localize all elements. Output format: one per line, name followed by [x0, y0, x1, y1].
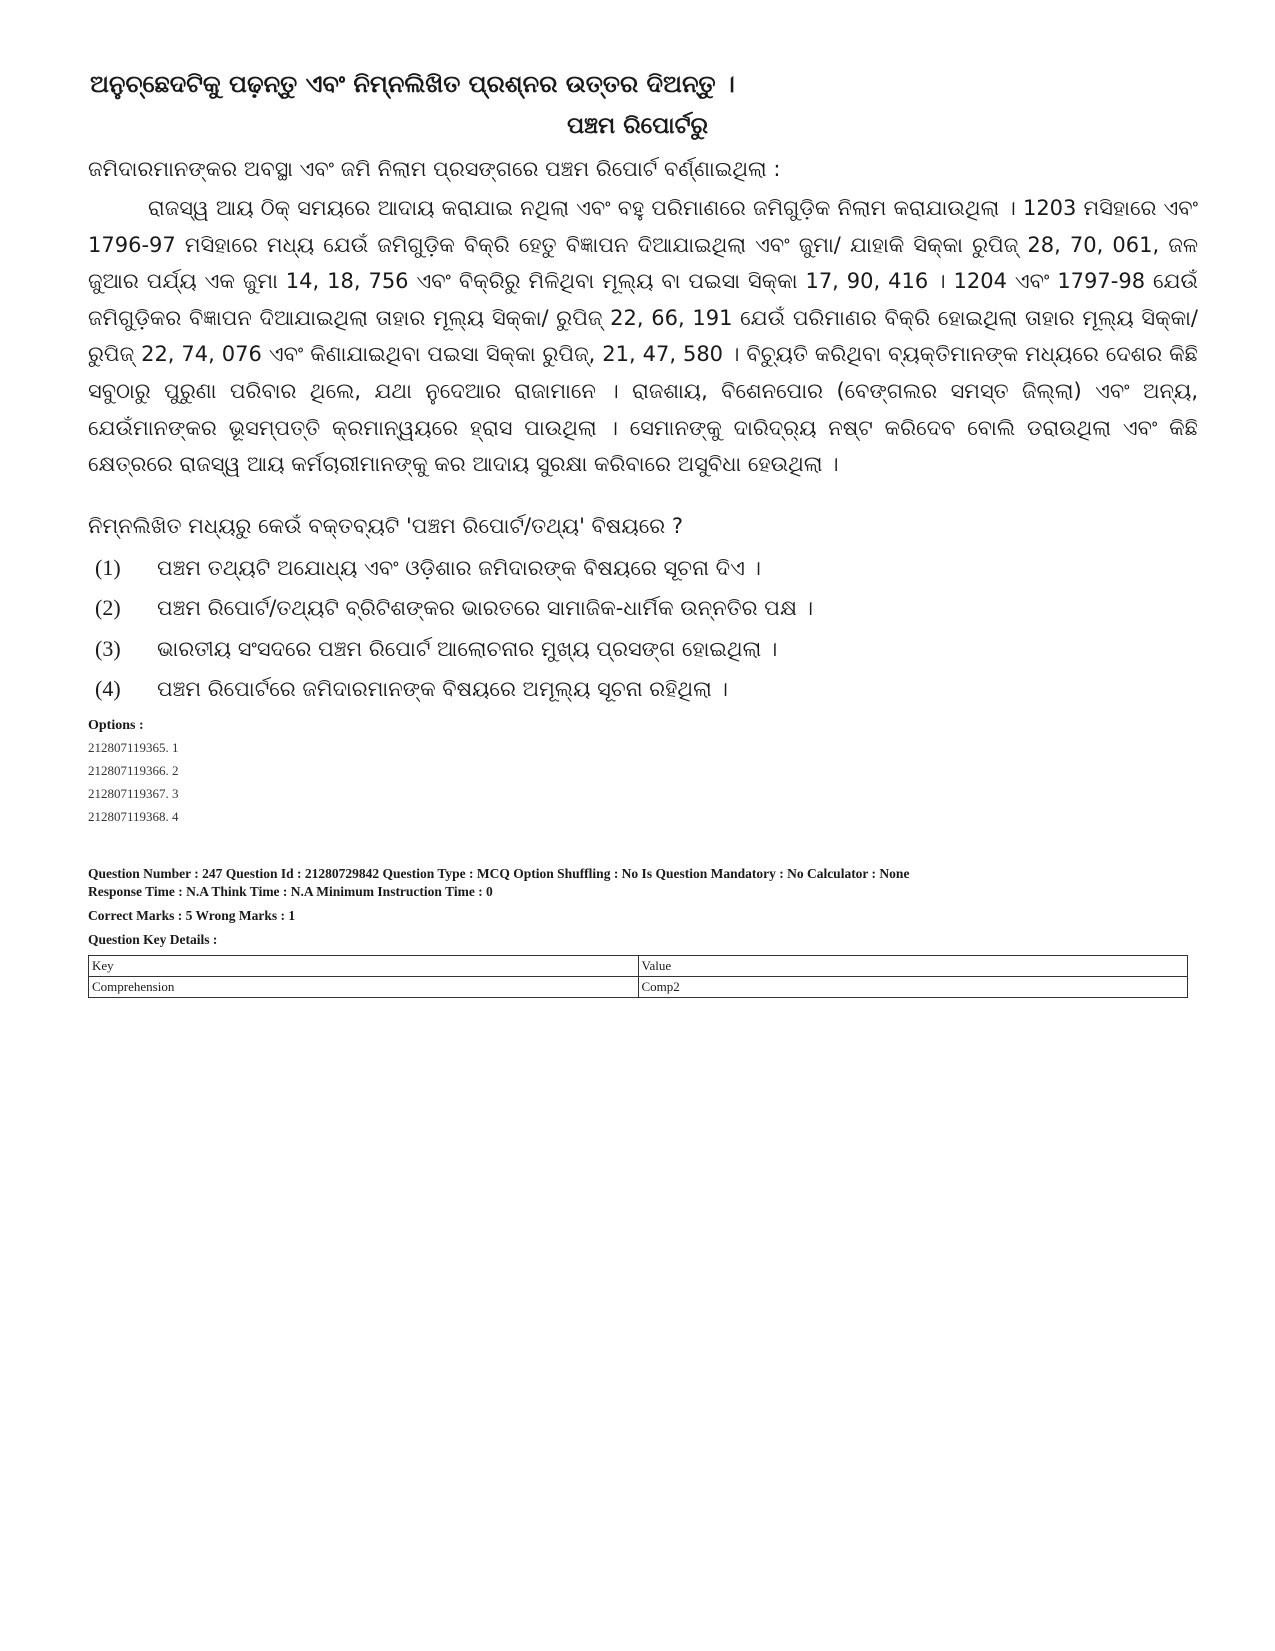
statement-1	[95, 555, 761, 581]
passage-intro: ଜମିଦାରମାନଙ୍କର ଅବସ୍ଥା ଏବଂ ଜମି ନିଲାମ ପ୍ରସଙ୍ଗରେ ପଞ୍ଚମ ରିପୋର୍ଟ ବର୍ଣ୍ଣାଇଥିଲା :	[88, 157, 781, 181]
statement-text: ପଞ୍ଚମ ରିପୋର୍ଟରେ ଜମିଦାରମାନଙ୍କ ବିଷୟରେ ଅମୂଲ୍ୟ ସୂଚନା ରହିଥିଲା ।	[157, 677, 728, 701]
option-3: 212807119367. 3	[88, 786, 179, 801]
table-header-row	[89, 956, 1188, 977]
statement-3	[95, 636, 777, 662]
statement-text: ପଞ୍ଚମ ରିପୋର୍ଟ/ତଥ୍ୟଟି ବ୍ରିଟିଶଙ୍କର ଭାରତରେ ସାମାଜିକ-ଧାର୍ମିକ ଉନ୍ନତିର ପକ୍ଷ ।	[157, 596, 814, 620]
statement-number: (4)	[95, 676, 121, 701]
response-time-line: Response Time : N.A Think Time : N.A Minimum Instruction Time : 0	[88, 884, 493, 899]
table-row	[89, 977, 1188, 998]
table-header-value: Value	[638, 956, 1188, 977]
option-1: 212807119365. 1	[88, 740, 179, 755]
option-2: 212807119366. 2	[88, 763, 179, 778]
question-text: ନିମ୍ନଲିଖିତ ମଧ୍ୟରୁ କେଉଁ ବକ୍ତବ୍ୟଟି 'ପଞ୍ଚମ ରିପୋର୍ଟ/ତଥ୍ୟ' ବିଷୟରେ ?	[88, 514, 683, 538]
passage-title: ପଞ୍ଚମ ରିପୋର୍ଟରୁ	[566, 113, 709, 139]
key-details-label: Question Key Details :	[88, 932, 218, 947]
statement-number: (2)	[95, 595, 121, 620]
question-key-table	[88, 955, 1188, 998]
statement-number: (3)	[95, 636, 121, 661]
table-header-key: Key	[89, 956, 639, 977]
passage-body: ରାଜସ୍ୱ ଆୟ ଠିକ୍ ସମୟରେ ଆଦାୟ କରାଯାଇ ନଥିଲା ଏବଂ ବହୁ ପରିମାଣରେ ଜମିଗୁଡ଼ିକ ନିଲାମ କରାଯାଉଥିଲା । 1203 ମସିହାରେ ଏବଂ 1796-97 ମସିହାରେ ମଧ୍ୟ ଯେଉଁ ଜମିଗୁଡ଼ିକ ବିକ୍ରି ହେତୁ ବିଜ୍ଞାପନ ଦିଆଯାଇଥିଲା ଏବଂ ଜୁମା/ ଯାହାକି ସିକ୍କା ରୁପିଜ୍ 28, 70, 061, ଜଳ ଜୁଆର ପର୍ଯ୍ୟ ଏକ ଜୁମା 14, 18, 756 ଏବଂ ବିକ୍ରିରୁ ମିଳିଥିବା ମୂଲ୍ୟ ବା ପଇସା ସିକ୍କା 17, 90, 416 । 1204 ଏବଂ 1797-98 ଯେଉଁ ଜମିଗୁଡ଼ିକର ବିଜ୍ଞାପନ ଦିଆଯାଇଥିଲା ତାହାର ମୂଲ୍ୟ ସିକ୍କା/ ରୁପିଜ୍ 22, 66, 191 ଯେଉଁ ପରିମାଣର ବିକ୍ରି ହୋଇଥିଲା ତାହାର ମୂଲ୍ୟ ସିକ୍କା/ ରୁପିଜ୍ 22, 74, 076 ଏବଂ କିଣାଯାଇଥିବା ପଇସା ସିକ୍କା ରୁପିଜ୍, 21, 47, 580 । ବିଚ୍ୟୁତି କରିଥିବା ବ୍ୟକ୍ତିମାନଙ୍କ ମଧ୍ୟରେ ଦେଶର କିଛି ସବୁଠାରୁ ପୁରୁଣା ପରିବାର ଥିଲେ, ଯଥା ନୁଦେଆର ରାଜାମାନେ । ରାଜଶାୟ, ବିଶେନପୋର (ବେଙ୍ଗଲର ସମସ୍ତ ଜିଲ୍ଲା) ଏବଂ ଅନ୍ୟ, ଯେଉଁମାନଙ୍କର ଭୂସମ୍ପତ୍ତି କ୍ରମାନ୍ୱୟରେ ହ୍ରାସ ପାଉଥିଲା । ସେମାନଙ୍କୁ ଦାରିଦ୍ର୍ୟ ନଷ୍ଟ କରିଦେବ ବୋଲି ଡରାଉଥିଲା ଏବଂ କିଛି କ୍ଷେତ୍ରରେ ରାଜସ୍ୱ ଆୟ କର୍ମଚାରୀମାନଙ୍କୁ କର ଆଦାୟ ସୁରକ୍ଷା କରିବାରେ ଅସୁବିଧା ହେଉଥିଲା ।	[88, 196, 1198, 477]
marks-line: Correct Marks : 5 Wrong Marks : 1	[88, 908, 296, 923]
options-label: Options :	[88, 718, 144, 733]
instruction-heading: ଅନୁଚ୍ଛେଦଟିକୁ ପଢ଼ନ୍ତୁ ଏବଂ ନିମ୍ନଲିଖିତ ପ୍ରଶ୍ନର ଉତ୍ତର ଦିଅନ୍ତୁ ।	[90, 70, 735, 98]
statement-text: ଭାରତୀୟ ସଂସଦରେ ପଞ୍ଚମ ରିପୋର୍ଟ ଆଲୋଚନାର ମୁଖ୍ୟ ପ୍ରସଙ୍ଗ ହୋଇଥିଲା ।	[157, 637, 778, 661]
statement-text: ପଞ୍ଚମ ତଥ୍ୟଟି ଅଯୋଧ୍ୟ ଏବଂ ଓଡ଼ିଶାର ଜମିଦାରଙ୍କ ବିଷୟରେ ସୂଚନା ଦିଏ ।	[157, 556, 761, 580]
statement-4	[95, 676, 728, 702]
question-meta-line: Question Number : 247 Question Id : 21280729842 Question Type : MCQ Option Shuffling : No Is Question Mandatory : No Calculator : None	[88, 866, 910, 881]
statement-2	[95, 595, 813, 621]
table-cell-value: Comp2	[638, 977, 1188, 998]
table-cell-key: Comprehension	[89, 977, 639, 998]
statement-number: (1)	[95, 555, 121, 580]
option-4: 212807119368. 4	[88, 809, 179, 824]
